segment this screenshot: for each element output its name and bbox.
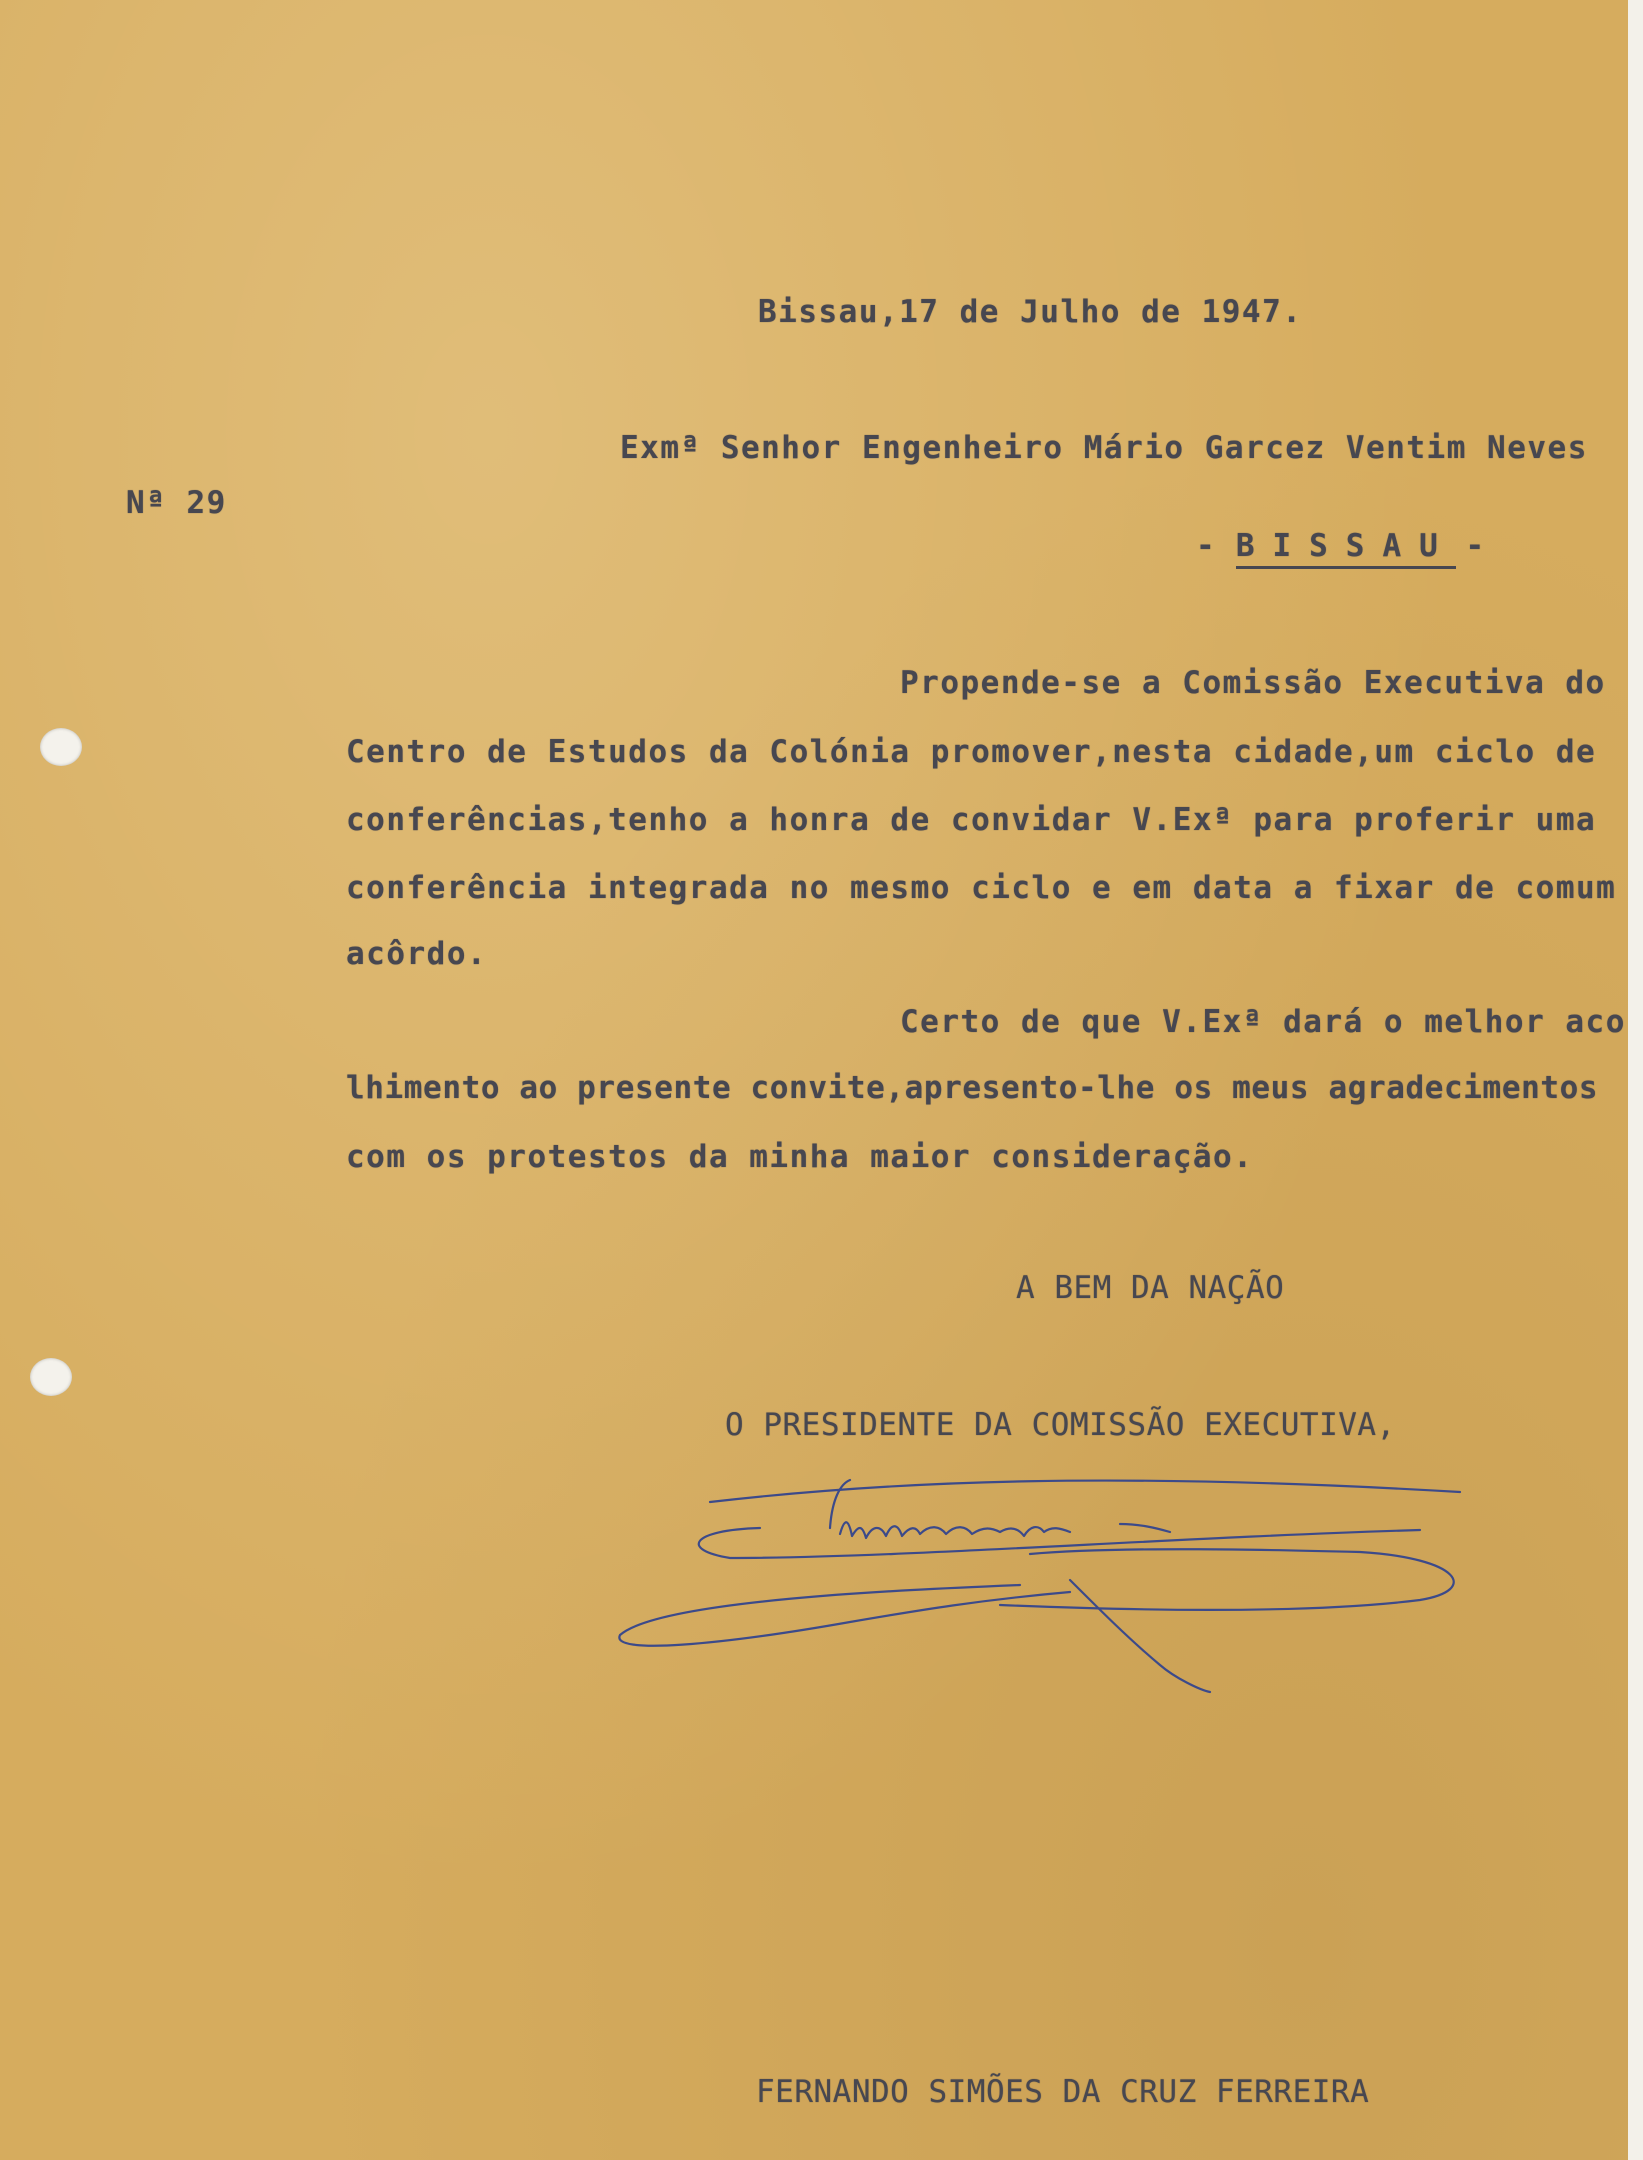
location-name: BISSAU: [1236, 528, 1456, 569]
paragraph1-line1: Propende-se a Comissão Executiva do: [900, 665, 1606, 701]
paragraph2-line2: lhimento ao presente convite,apresento-lhe os meus agradecimentos: [346, 1070, 1599, 1106]
signer-title: O PRESIDENTE DA COMISSÃO EXECUTIVA,: [725, 1407, 1396, 1443]
paragraph2-line3: com os protestos da minha maior consideração.: [346, 1139, 1254, 1175]
location-dash-left: -: [1196, 528, 1217, 564]
paragraph1-line5: acôrdo.: [346, 936, 488, 972]
salutation: A BEM DA NAÇÃO: [1016, 1270, 1285, 1306]
paragraph1-line4: conferência integrada no mesmo ciclo e em data a fixar de comum: [346, 870, 1617, 906]
punch-hole-bottom: [30, 1358, 72, 1396]
location-dash-right: -: [1465, 528, 1486, 564]
paragraph1-line2: Centro de Estudos da Colónia promover,nesta cidade,um ciclo de: [346, 734, 1597, 770]
signer-name: FERNANDO SIMÕES DA CRUZ FERREIRA: [756, 2074, 1370, 2110]
handwritten-signature: [600, 1440, 1500, 1720]
paragraph1-line3: conferências,tenho a honra de convidar V.Exª para proferir uma: [346, 802, 1597, 838]
page-edge: [1628, 0, 1643, 2160]
addressee-line: Exmª Senhor Engenheiro Mário Garcez Ventim Neves: [620, 430, 1588, 466]
punch-hole-top: [40, 728, 82, 766]
reference-number: Nª 29: [126, 485, 227, 521]
date-line: Bissau,17 de Julho de 1947.: [758, 294, 1303, 330]
paragraph2-line1: Certo de que V.Exª dará o melhor aco: [900, 1004, 1626, 1040]
location-line: [1196, 526, 1486, 566]
